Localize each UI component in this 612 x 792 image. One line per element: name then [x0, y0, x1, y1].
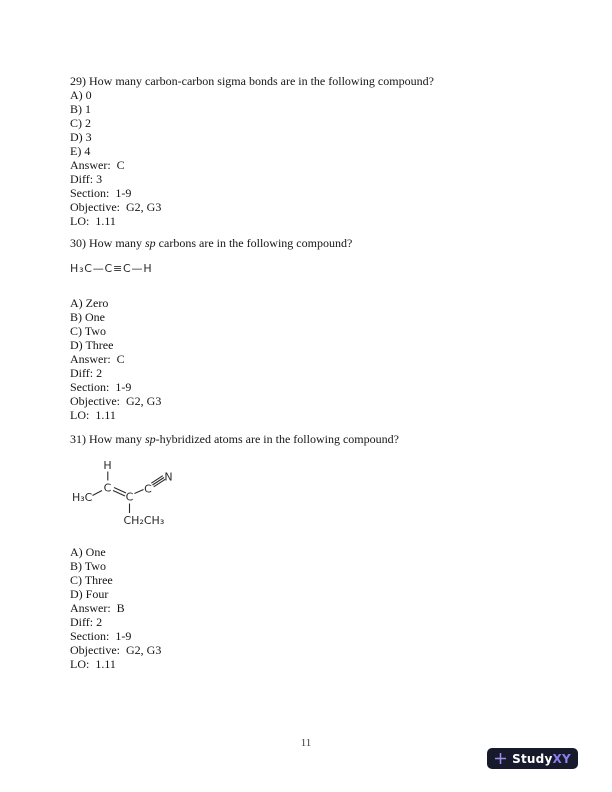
atom-h-top: H	[103, 459, 112, 472]
question-31-text-italic: sp	[145, 432, 156, 446]
question-29-option-d: D) 3	[70, 130, 92, 144]
atom-ethyl: CH₂CH₃	[123, 514, 165, 527]
question-29-option-b: B) 1	[70, 102, 91, 116]
brand-name-accent: XY	[552, 751, 571, 766]
nitrile-structure-drawing	[70, 450, 205, 532]
question-29-option-a: A) 0	[70, 88, 92, 102]
question-31-title	[70, 432, 550, 446]
question-31-body	[70, 545, 550, 671]
question-30-objective: Objective: G2, G3	[70, 394, 162, 408]
question-31-diff: Diff: 2	[70, 615, 103, 629]
question-30-option-a: A) Zero	[70, 296, 109, 310]
question-30-text-prefix: 30) How many	[70, 236, 145, 250]
question-31-objective: Objective: G2, G3	[70, 643, 162, 657]
question-30-answer: Answer: C	[70, 352, 125, 366]
question-29	[70, 74, 550, 228]
atom-methyl: H₃C	[72, 491, 93, 504]
atom-c1: C	[103, 481, 112, 495]
atom-c3: C	[144, 482, 152, 496]
studyxy-badge	[487, 748, 578, 769]
question-30-structure	[70, 262, 550, 276]
question-31-option-c: C) Three	[70, 573, 113, 587]
question-29-answer: Answer: C	[70, 158, 125, 172]
question-29-option-c: C) 2	[70, 116, 91, 130]
question-31-option-a: A) One	[70, 545, 106, 559]
question-31-text-suffix: -hybridized atoms are in the following compound?	[155, 432, 399, 446]
question-31-structure	[70, 450, 550, 537]
question-31-section: Section: 1-9	[70, 629, 132, 643]
atom-n: N	[164, 470, 173, 484]
question-29-option-e: E) 4	[70, 144, 91, 158]
question-30-lo: LO: 1.11	[70, 408, 116, 422]
question-30-diff: Diff: 2	[70, 366, 103, 380]
question-31-lo: LO: 1.11	[70, 657, 116, 671]
question-30-section: Section: 1-9	[70, 380, 132, 394]
question-29-lo: LO: 1.11	[70, 214, 116, 228]
brand-name-primary: Study	[512, 751, 553, 766]
question-31-text-prefix: 31) How many	[70, 432, 145, 446]
atom-c2: C	[125, 490, 134, 504]
question-31-text	[70, 432, 550, 446]
question-29-diff: Diff: 3	[70, 172, 103, 186]
question-30-body	[70, 296, 550, 422]
question-29-section: Section: 1-9	[70, 186, 132, 200]
bond-methyl-c1	[93, 491, 103, 496]
question-30-option-c: C) Two	[70, 324, 106, 338]
question-29-objective: Objective: G2, G3	[70, 200, 162, 214]
bond-c2-c3	[135, 490, 144, 494]
question-31-option-d: D) Four	[70, 587, 109, 601]
question-29-text: 29) How many carbon-carbon sigma bonds are in the following compound?	[70, 74, 434, 88]
question-30-text-suffix: carbons are in the following compound?	[155, 236, 353, 250]
question-30-option-d: D) Three	[70, 338, 114, 352]
propyne-formula: H₃C—C≡C—H	[70, 262, 153, 275]
question-30-option-b: B) One	[70, 310, 105, 324]
question-31-option-b: B) Two	[70, 559, 106, 573]
question-31-answer: Answer: B	[70, 601, 125, 615]
question-30-title	[70, 236, 550, 250]
brand-name	[512, 752, 571, 766]
page-number: 11	[300, 737, 312, 749]
plus-icon	[494, 752, 507, 765]
question-30-text-italic: sp	[145, 236, 156, 250]
question-30-text	[70, 236, 550, 250]
